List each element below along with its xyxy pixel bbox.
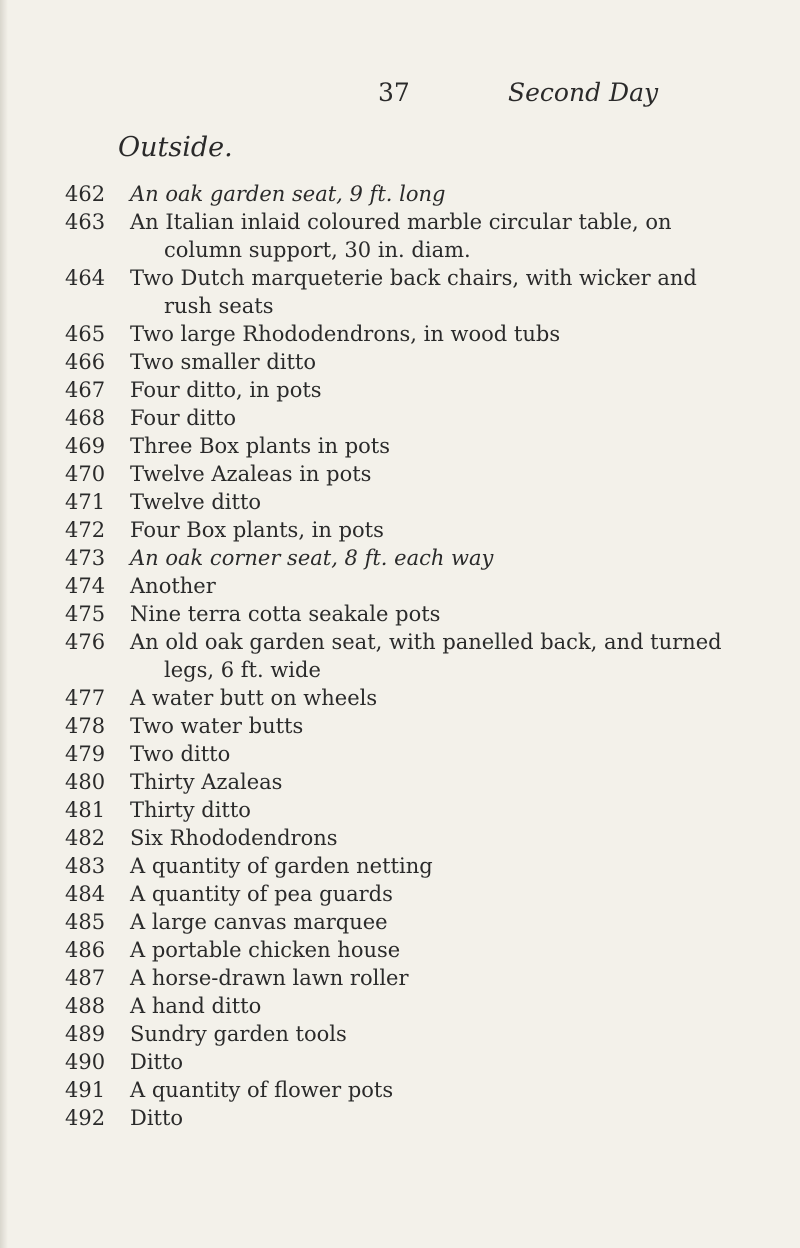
lot-description-line: Four Box plants, in pots [130,518,384,542]
lot-description-line: Two water butts [130,714,304,738]
lot-row [0,404,800,432]
lot-description-line: Two ditto [130,742,231,766]
lot-description-continuation: rush seats [164,294,274,318]
lot-row [0,348,800,376]
lot-description-line: Twelve ditto [130,490,262,514]
lot-number: 468 [65,406,106,430]
lot-row [0,1076,800,1104]
lot-row [0,936,800,964]
lot-row [0,796,800,824]
lot-row [0,628,800,684]
lot-description [130,1048,770,1076]
lot-number: 481 [65,798,106,822]
lot-number: 480 [65,770,106,794]
lot-description [130,992,770,1020]
lot-description-line: An oak garden seat, 9 ft. long [130,182,446,206]
lot-description-continuation: legs, 6 ft. wide [164,658,321,682]
lot-description [130,180,770,208]
lot-description [130,684,770,712]
lot-description-continuation: column support, 30 in. diam. [164,238,471,262]
lot-description [130,852,770,880]
lot-number: 465 [65,322,106,346]
lot-row [0,712,800,740]
lot-description-line: Thirty Azaleas [130,770,283,794]
lot-number: 488 [65,994,106,1018]
lot-description [130,600,770,628]
lot-description [130,796,770,824]
lot-description [130,432,770,460]
lot-description-line: Two Dutch marqueterie back chairs, with wicker and [130,266,697,290]
lot-number: 490 [65,1050,106,1074]
lot-description [130,628,770,684]
lot-description-line: Ditto [130,1050,184,1074]
lot-description-line: Twelve Azaleas in pots [130,462,372,486]
lot-number: 464 [65,266,106,290]
lot-row [0,824,800,852]
lot-description-line: Three Box plants in pots [130,434,391,458]
lot-row [0,516,800,544]
lot-row [0,992,800,1020]
lot-description-line: A horse-drawn lawn roller [130,966,409,990]
lot-description [130,320,770,348]
lot-number: 489 [65,1022,106,1046]
lot-description-line: A portable chicken house [130,938,401,962]
lot-description [130,1020,770,1048]
lot-description-line: An oak corner seat, 8 ft. each way [130,546,494,570]
lot-row [0,740,800,768]
lot-number: 482 [65,826,106,850]
lot-description-line: A water butt on wheels [130,686,378,710]
lot-number: 476 [65,630,106,654]
lot-description [130,376,770,404]
lot-number: 492 [65,1106,106,1130]
lot-number: 471 [65,490,106,514]
lot-description [130,516,770,544]
lot-row [0,460,800,488]
lot-description [130,936,770,964]
lot-description-line: A quantity of flower pots [130,1078,394,1102]
lot-description [130,740,770,768]
lot-list [0,180,800,1132]
lot-row [0,852,800,880]
lot-description [130,348,770,376]
lot-description [130,264,770,320]
lot-description-line: Ditto [130,1106,184,1130]
lot-description-line: Nine terra cotta seakale pots [130,602,441,626]
lot-row [0,432,800,460]
lot-number: 485 [65,910,106,934]
lot-row [0,768,800,796]
page-header [0,78,800,112]
running-head: Second Day [508,78,659,107]
lot-number: 484 [65,882,106,906]
lot-description-line: Two large Rhododendrons, in wood tubs [130,322,561,346]
page-number: 37 [378,78,410,107]
lot-row [0,908,800,936]
lot-description-line: An old oak garden seat, with panelled back, and turned [130,630,722,654]
lot-description [130,824,770,852]
lot-number: 470 [65,462,106,486]
lot-row [0,684,800,712]
lot-number: 462 [65,182,106,206]
lot-number: 473 [65,546,106,570]
lot-description [130,404,770,432]
lot-number: 472 [65,518,106,542]
lot-row [0,208,800,264]
lot-number: 479 [65,742,106,766]
lot-number: 469 [65,434,106,458]
lot-description-line: Two smaller ditto [130,350,317,374]
lot-description-line: Sundry garden tools [130,1022,347,1046]
lot-description-line: Four ditto [130,406,236,430]
lot-description [130,544,770,572]
lot-description-line: Thirty ditto [130,798,251,822]
lot-description [130,572,770,600]
lot-row [0,600,800,628]
lot-number: 478 [65,714,106,738]
lot-description [130,1104,770,1132]
lot-number: 474 [65,574,106,598]
section-title: Outside. [118,132,233,163]
lot-description-line: A quantity of pea guards [130,882,393,906]
lot-description [130,712,770,740]
lot-number: 487 [65,966,106,990]
lot-description-line: A hand ditto [130,994,262,1018]
lot-number: 467 [65,378,106,402]
lot-row [0,1048,800,1076]
lot-number: 466 [65,350,106,374]
lot-row [0,880,800,908]
lot-row [0,376,800,404]
lot-row [0,964,800,992]
lot-description-line: An Italian inlaid coloured marble circular table, on [130,210,672,234]
lot-description-line: Another [130,574,216,598]
lot-number: 486 [65,938,106,962]
lot-row [0,1020,800,1048]
lot-row [0,320,800,348]
lot-number: 483 [65,854,106,878]
lot-description [130,208,770,264]
lot-description-line: Six Rhododendrons [130,826,338,850]
lot-number: 475 [65,602,106,626]
lot-description-line: A quantity of garden netting [130,854,433,878]
lot-number: 491 [65,1078,106,1102]
lot-description-line: A large canvas marquee [130,910,388,934]
lot-description [130,1076,770,1104]
lot-row [0,488,800,516]
lot-row [0,572,800,600]
lot-row [0,544,800,572]
lot-description [130,908,770,936]
lot-number: 463 [65,210,106,234]
lot-description-line: Four ditto, in pots [130,378,322,402]
lot-row [0,180,800,208]
lot-description [130,768,770,796]
lot-row [0,264,800,320]
lot-description [130,964,770,992]
lot-row [0,1104,800,1132]
lot-description [130,880,770,908]
lot-description [130,488,770,516]
lot-description [130,460,770,488]
lot-number: 477 [65,686,106,710]
